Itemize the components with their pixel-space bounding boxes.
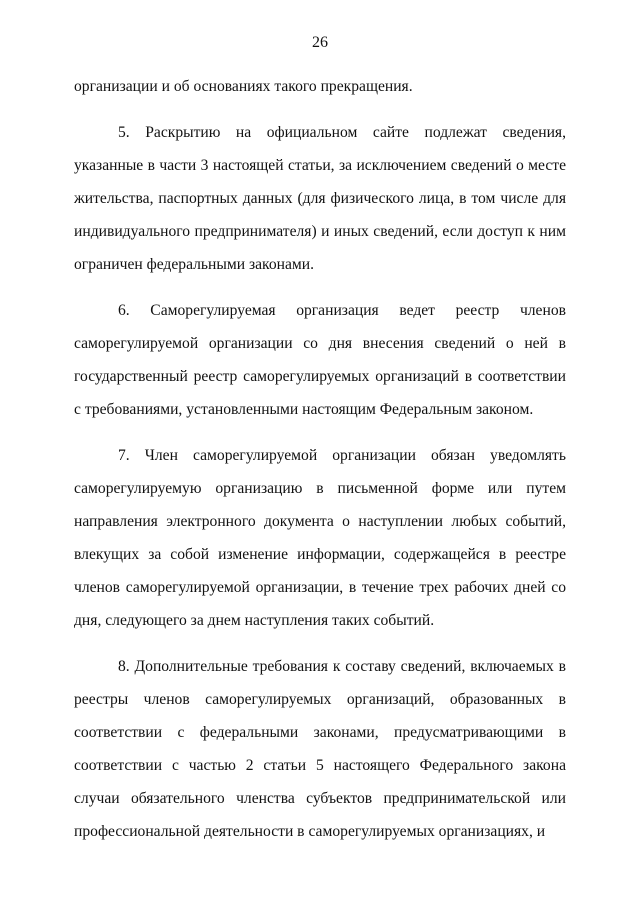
paragraph-6: 6. Саморегулируемая организация ведет реестр членов саморегулируемой организации со дня внесения сведений о ней в государственный реестр саморегулируемых организаций в соответствии с требованиями, установленными настоящим Федеральным законом. [74,302,566,418]
page-number: 26 [312,34,328,51]
paragraph-continuation: организации и об основаниях такого прекращения. [74,78,413,95]
document-body [74,70,566,848]
paragraph-5: 5. Раскрытию на официальном сайте подлежат сведения, указанные в части 3 настоящей статьи, за исключением сведений о месте жительства, паспортных данных (для физического лица, в том числе для индивидуального предпринимателя) и иных сведений, если доступ к ним ограничен федеральными законами. [74,124,566,273]
paragraph-7: 7. Член саморегулируемой организации обязан уведомлять саморегулируемую организацию в письменной форме или путем направления электронного документа о наступлении любых событий, влекущих за собой изменение информации, содержащейся в реестре членов саморегулируемой организации, в течение трех рабочих дней со дня, следующего за днем наступления таких событий. [74,447,566,629]
paragraph-8: 8. Дополнительные требования к составу сведений, включаемых в реестры членов саморегулируемых организаций, образованных в соответствии с федеральными законами, предусматривающими в соответствии с частью 2 статьи 5 настоящего Федерального закона случаи обязательного членства субъектов предпринимательской или профессиональной деятельности в саморегулируемых организациях, и [74,658,566,840]
